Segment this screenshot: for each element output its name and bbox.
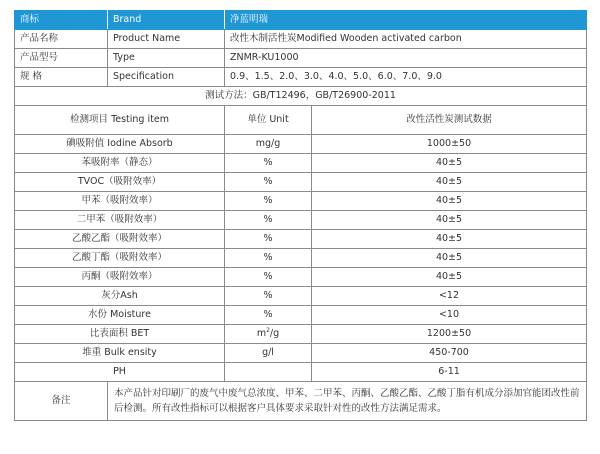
note-text: 本产品针对印刷厂的废气中废气总浓度、甲苯、二甲苯、丙酮、乙酸乙酯、乙酸丁脂有机成分添加官能团改性前后检测。所有改性指标可以根据客户具体要求采取针对性的改性方法满足需求。 — [108, 382, 587, 421]
info-label-cn: 产品型号 — [15, 49, 108, 68]
row-value: 40±5 — [312, 192, 587, 211]
row-value: 40±5 — [312, 249, 587, 268]
info-row-type — [15, 49, 587, 68]
table-row — [15, 344, 587, 363]
row-unit: % — [225, 154, 312, 173]
row-unit: mg/g — [225, 135, 312, 154]
brand-band-row — [15, 11, 587, 30]
table-header-row — [15, 106, 587, 135]
row-item: 丙酮（吸附效率） — [15, 268, 225, 287]
row-unit: % — [225, 192, 312, 211]
header-unit: 单位 Unit — [225, 106, 312, 135]
row-unit: % — [225, 306, 312, 325]
row-value: 40±5 — [312, 173, 587, 192]
table-row — [15, 325, 587, 344]
row-unit: % — [225, 287, 312, 306]
info-label-en: Type — [108, 49, 225, 68]
unit-superscript: 2 — [266, 326, 270, 334]
info-row-product-name — [15, 30, 587, 49]
table-row — [15, 192, 587, 211]
brand-value: 净蓝明瑞 — [225, 11, 587, 30]
unit-tail: /g — [269, 328, 280, 339]
note-row — [15, 382, 587, 421]
row-value: 450-700 — [312, 344, 587, 363]
row-unit: % — [225, 230, 312, 249]
product-spec-table — [14, 10, 587, 421]
row-item: 水份 Moisture — [15, 306, 225, 325]
row-item: 灰分Ash — [15, 287, 225, 306]
row-item: 乙酸丁酯（吸附效率） — [15, 249, 225, 268]
row-item: PH — [15, 363, 225, 382]
row-item: 比表面积 BET — [15, 325, 225, 344]
header-testing-item: 检测项目 Testing item — [15, 106, 225, 135]
info-row-specification — [15, 68, 587, 87]
table-row — [15, 287, 587, 306]
info-value: 0.9、1.5、2.0、3.0、4.0、5.0、6.0、7.0、9.0 — [225, 68, 587, 87]
table-row — [15, 154, 587, 173]
unit-base: m — [256, 328, 267, 339]
test-method-row — [15, 87, 587, 106]
row-value: 40±5 — [312, 230, 587, 249]
row-item: 二甲苯（吸附效率） — [15, 211, 225, 230]
row-value: 40±5 — [312, 211, 587, 230]
table-row — [15, 135, 587, 154]
table-row — [15, 173, 587, 192]
row-unit: % — [225, 249, 312, 268]
table-row — [15, 363, 587, 382]
row-item: 碘吸附值 Iodine Absorb — [15, 135, 225, 154]
test-method-text: 测试方法：GB/T12496，GB/T26900-2011 — [15, 87, 587, 106]
header-test-data: 改性活性炭测试数据 — [312, 106, 587, 135]
row-value: 1000±50 — [312, 135, 587, 154]
info-value: ZNMR-KU1000 — [225, 49, 587, 68]
row-value: 40±5 — [312, 268, 587, 287]
row-unit: g/l — [225, 344, 312, 363]
row-item: 堆重 Bulk ensity — [15, 344, 225, 363]
row-value: <10 — [312, 306, 587, 325]
row-item: TVOC（吸附效率） — [15, 173, 225, 192]
table-row — [15, 268, 587, 287]
info-label-cn: 产品名称 — [15, 30, 108, 49]
brand-label-en: Brand — [108, 11, 225, 30]
table-row — [15, 249, 587, 268]
row-unit — [225, 325, 312, 344]
row-item: 苯吸附率（静态） — [15, 154, 225, 173]
brand-label-cn: 商标 — [15, 11, 108, 30]
row-item: 甲苯（吸附效率） — [15, 192, 225, 211]
row-unit — [225, 363, 312, 382]
row-value: 6-11 — [312, 363, 587, 382]
info-label-en: Product Name — [108, 30, 225, 49]
table-row — [15, 211, 587, 230]
info-label-cn: 规 格 — [15, 68, 108, 87]
row-unit: % — [225, 211, 312, 230]
row-item: 乙酸乙酯（吸附效率） — [15, 230, 225, 249]
info-label-en: Specification — [108, 68, 225, 87]
row-unit: % — [225, 173, 312, 192]
table-row — [15, 306, 587, 325]
table-row — [15, 230, 587, 249]
row-value: <12 — [312, 287, 587, 306]
info-value: 改性木制活性炭Modified Wooden activated carbon — [225, 30, 587, 49]
row-value: 40±5 — [312, 154, 587, 173]
row-unit: % — [225, 268, 312, 287]
row-value: 1200±50 — [312, 325, 587, 344]
note-label: 备注 — [15, 382, 108, 421]
